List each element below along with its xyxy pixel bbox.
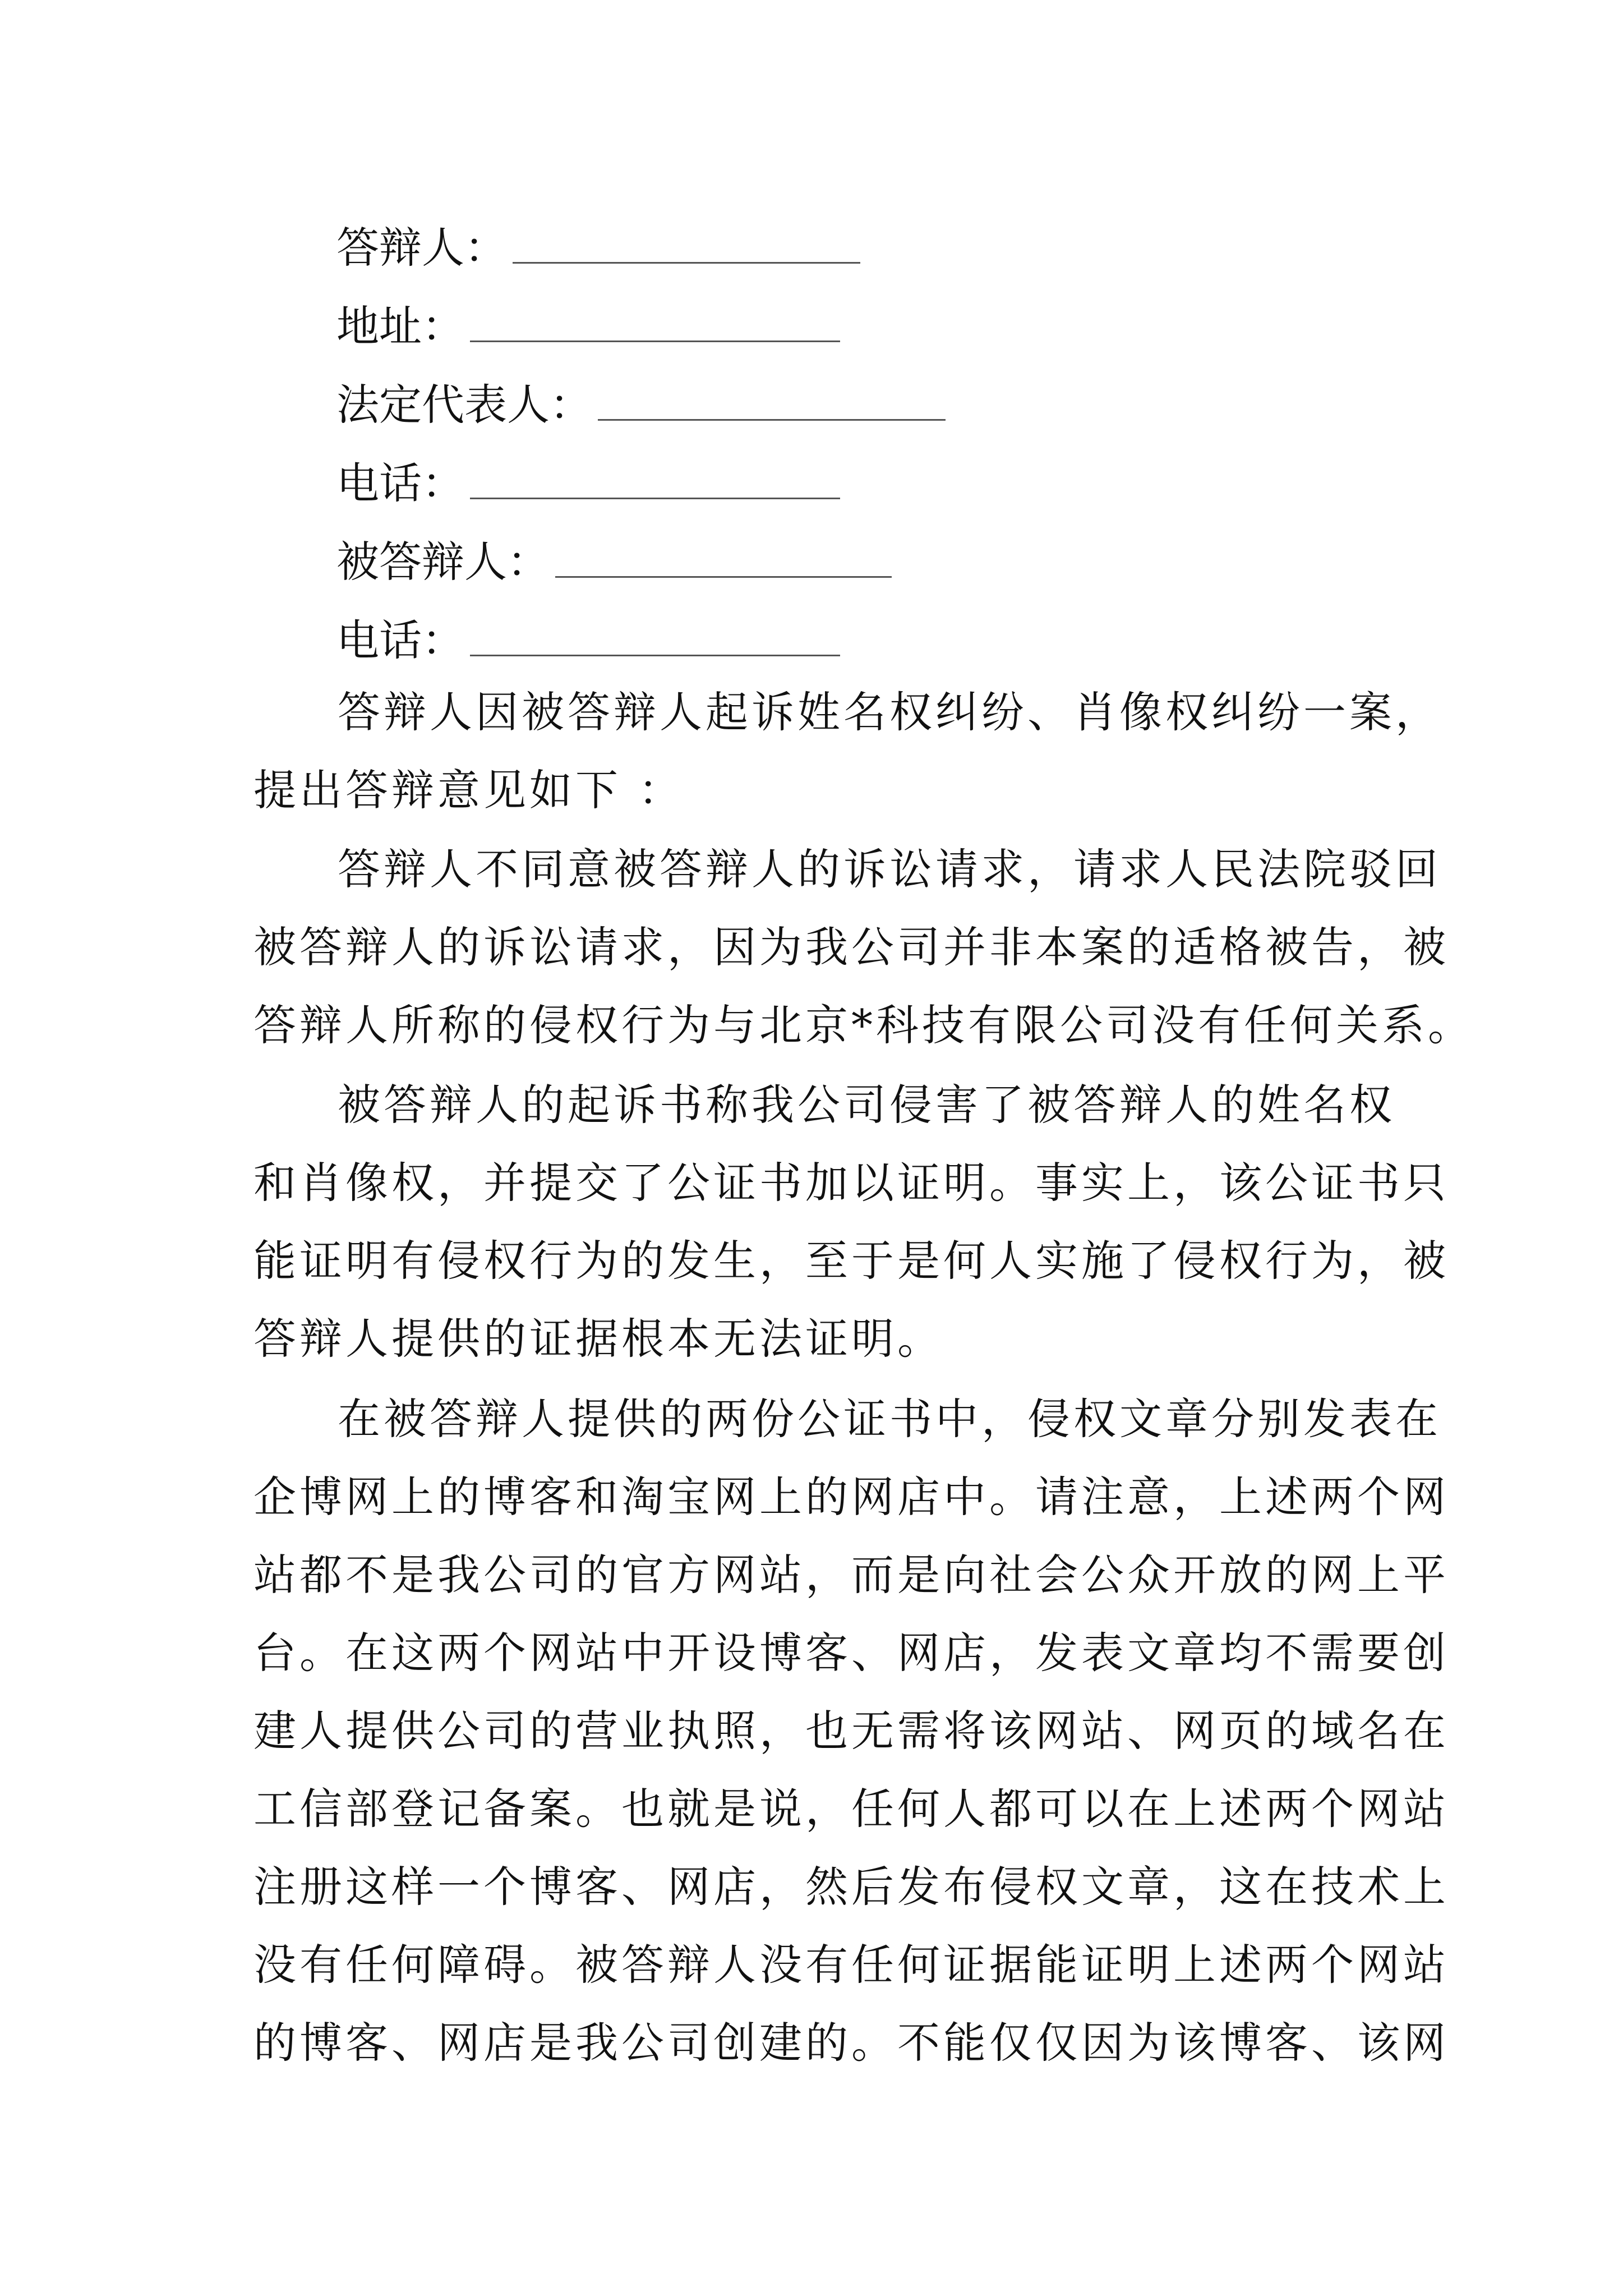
paragraph-line: 没有任何障碍。被答辩人没有任何证据能证明上述两个网站 [253, 1940, 1449, 1990]
paragraph-line: 能证明有侵权行为的发生，至于是何人实施了侵权行为，被 [253, 1236, 1449, 1286]
paragraph-line: 答辩人因被答辩人起诉姓名权纠纷、肖像权纠纷一案， [338, 687, 1441, 737]
paragraph-2 [253, 1066, 1449, 1378]
respondent-blank[interactable] [513, 262, 860, 264]
appellee-field [336, 516, 892, 587]
address-field [336, 280, 840, 351]
phone-field [336, 438, 840, 508]
paragraph-line: 工信部登记备案。也就是说，任何人都可以在上述两个网站 [253, 1784, 1449, 1834]
address-label: 地址： [336, 301, 464, 351]
respondent-field [336, 202, 860, 273]
appellee-phone-blank[interactable] [470, 655, 840, 656]
paragraph-line: 注册这样一个博客、网店，然后发布侵权文章，这在技术上 [253, 1862, 1449, 1912]
paragraph-line: 被答辩人的诉讼请求，因为我公司并非本案的适格被告，被 [253, 922, 1449, 972]
paragraph-intro [253, 673, 1441, 829]
paragraph-3 [253, 1380, 1449, 2082]
appellee-blank[interactable] [555, 576, 892, 578]
appellee-phone-field [336, 595, 840, 665]
paragraph-line: 的博客、网店是我公司创建的。不能仅仅因为该博客、该网 [253, 2018, 1449, 2068]
appellee-label: 被答辩人： [336, 537, 550, 587]
paragraph-line: 答辩人提供的证据根本无法证明。 [253, 1314, 943, 1364]
appellee-phone-label: 电话： [336, 615, 464, 665]
legal-representative-field [336, 359, 946, 430]
phone-label: 电话： [336, 458, 464, 508]
paragraph-line: 被答辩人的起诉书称我公司侵害了被答辩人的姓名权 [338, 1080, 1395, 1130]
legal-representative-blank[interactable] [598, 419, 946, 421]
address-blank[interactable] [470, 341, 840, 342]
paragraph-line: 企博网上的博客和淘宝网上的网店中。请注意，上述两个网 [253, 1472, 1449, 1522]
phone-blank[interactable] [470, 498, 840, 499]
paragraph-line: 答辩人所称的侵权行为与北京*科技有限公司没有任何关系。 [253, 1000, 1474, 1050]
paragraph-line: 建人提供公司的营业执照，也无需将该网站、网页的域名在 [253, 1706, 1449, 1756]
paragraph-line: 在被答辩人提供的两份公证书中，侵权文章分别发表在 [338, 1394, 1441, 1444]
legal-representative-label: 法定代表人： [336, 380, 592, 430]
respondent-label: 答辩人： [336, 223, 507, 273]
paragraph-line: 站都不是我公司的官方网站，而是向社会公众开放的网上平 [253, 1550, 1449, 1600]
paragraph-line: 和肖像权，并提交了公证书加以证明。事实上，该公证书只 [253, 1158, 1449, 1208]
paragraph-1 [253, 830, 1474, 1064]
paragraph-line: 台。在这两个网站中开设博客、网店，发表文章均不需要创 [253, 1628, 1449, 1678]
paragraph-line: 答辩人不同意被答辩人的诉讼请求，请求人民法院驳回 [338, 844, 1441, 894]
paragraph-line: 提出答辩意见如下 ： [253, 765, 685, 815]
